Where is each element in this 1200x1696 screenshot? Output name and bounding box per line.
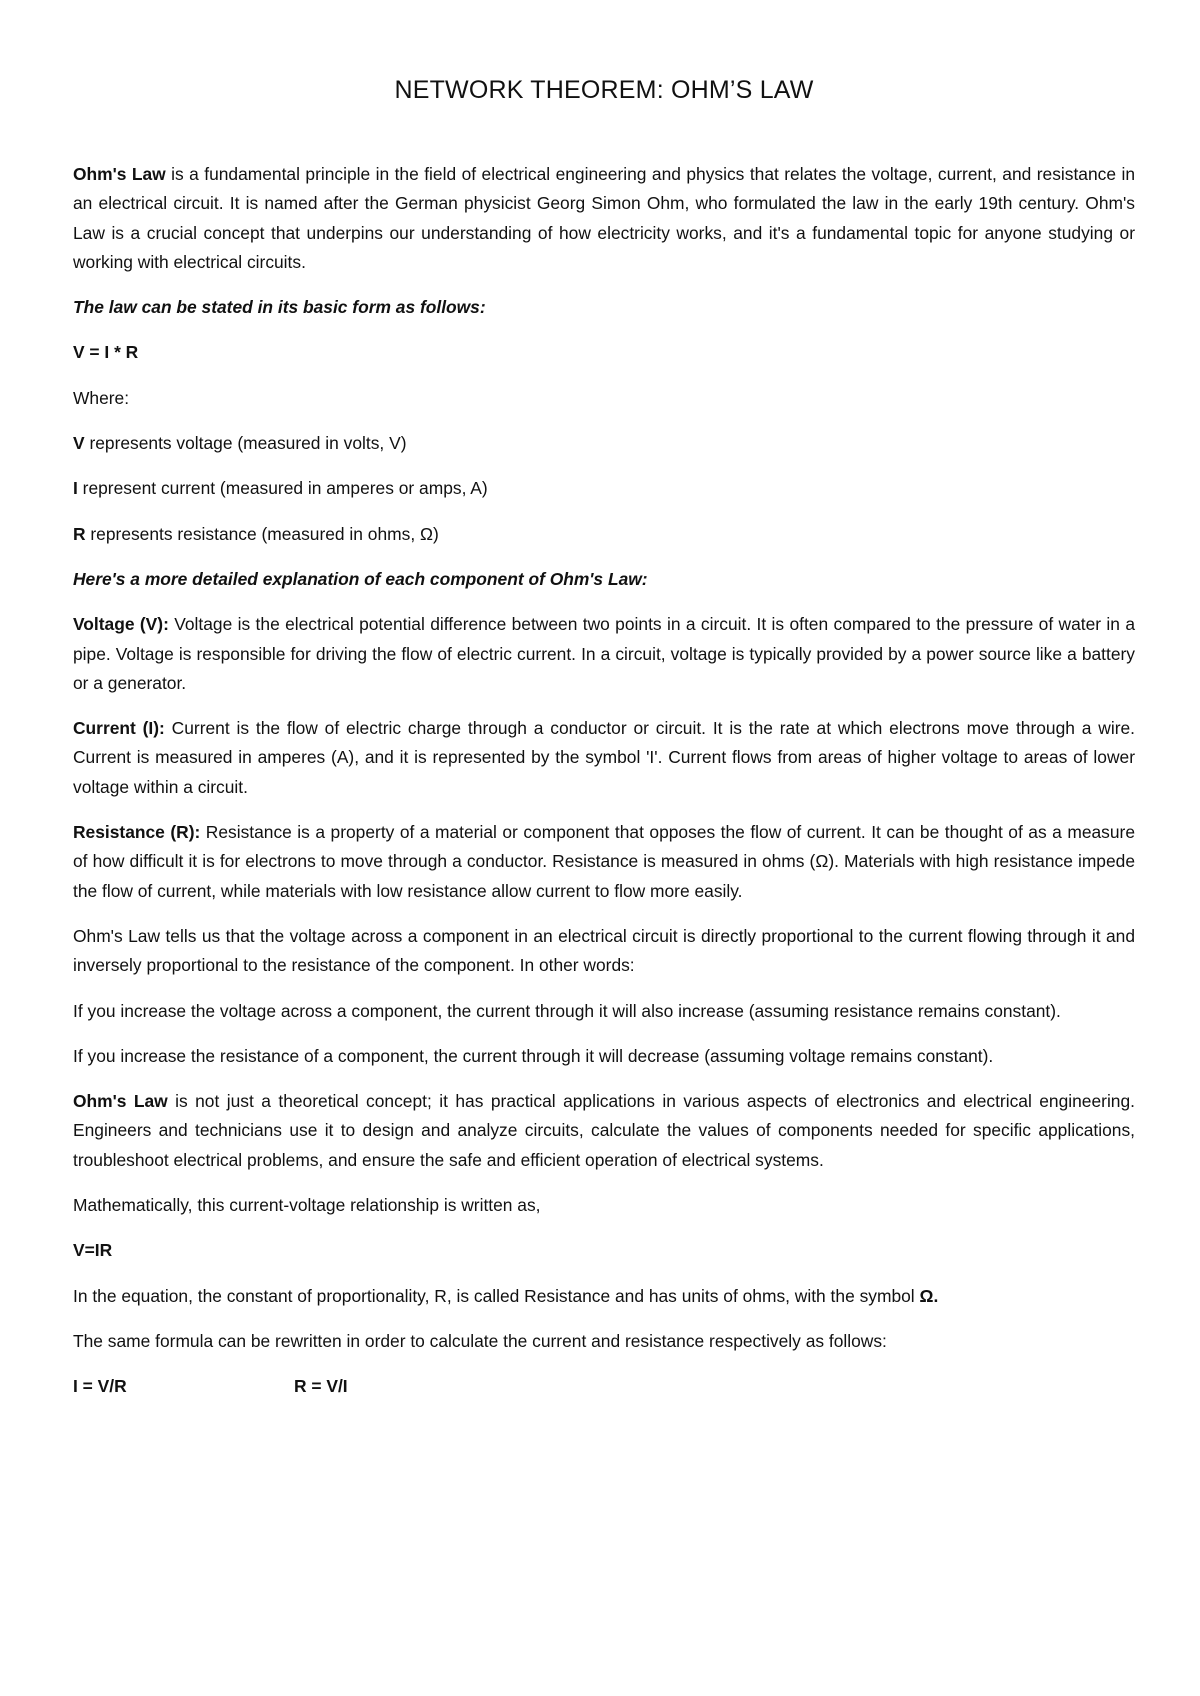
page-title: NETWORK THEOREM: OHM’S LAW bbox=[394, 76, 814, 104]
detail-heading: Here's a more detailed explanation of each component of Ohm's Law: bbox=[73, 568, 648, 589]
applications-paragraph bbox=[73, 1087, 1135, 1175]
formula-vir-text: V=IR bbox=[73, 1240, 113, 1261]
definition-symbol: R bbox=[73, 523, 86, 544]
component-voltage bbox=[73, 610, 1135, 698]
formula-vir bbox=[73, 1236, 1135, 1265]
ohm-symbol: Ω. bbox=[919, 1285, 939, 1306]
component-term: Voltage (V): bbox=[73, 614, 169, 635]
document-body bbox=[73, 160, 1135, 1402]
definition-text: represents voltage (measured in volts, V) bbox=[84, 433, 407, 454]
basic-form-heading: The law can be stated in its basic form as follows: bbox=[73, 297, 486, 318]
definition-text: represent current (measured in amperes or amps, A) bbox=[77, 478, 488, 499]
intro-lead-term: Ohm's Law bbox=[73, 164, 166, 184]
math-intro: Mathematically, this current-voltage relationship is written as, bbox=[73, 1195, 541, 1216]
definition-voltage bbox=[73, 429, 1135, 458]
component-current bbox=[73, 714, 1135, 802]
rearranged-formulas bbox=[73, 1372, 1135, 1401]
component-text: Voltage is the electrical potential difference between two points in a circuit. It is often compared to the pressure of water in a pipe. Voltage is responsible for driving the flow of electric current. In a circuit, voltage is typically provided by a power source like a battery or a generator. bbox=[73, 614, 1136, 693]
formula-basic-text: V = I * R bbox=[73, 342, 139, 363]
component-term: Resistance (R): bbox=[73, 822, 201, 843]
intro-paragraph bbox=[73, 160, 1135, 277]
component-resistance bbox=[73, 818, 1135, 906]
definition-resistance bbox=[73, 520, 1135, 549]
component-term: Current (I): bbox=[73, 718, 165, 739]
definition-text: represents resistance (measured in ohms, Ω) bbox=[85, 523, 439, 544]
applications-lead-term: Ohm's Law bbox=[73, 1091, 168, 1112]
applications-text: is not just a theoretical concept; it has practical applications in various aspects of electronics and electrical engineering. Engineers and technicians use it to design and analyze circuits, calculate the values of components needed for specific applications, troubleshoot electrical problems, and ensure the safe and efficient operation of electrical systems. bbox=[73, 1091, 1135, 1170]
increase-resistance-paragraph: If you increase the resistance of a component, the current through it will decrease (assuming voltage remains constant). bbox=[73, 1045, 994, 1066]
component-text: Resistance is a property of a material or component that opposes the flow of current. It can be thought of as a measure of how difficult it is for electrons to move through a conductor. Resistance is measured in ohms (Ω). Materials with high resistance impede the flow of current, while materials with low resistance allow current to flow more easily. bbox=[73, 822, 1135, 901]
formula-current: I = V/R bbox=[73, 1376, 127, 1397]
definition-current bbox=[73, 474, 1135, 503]
formula-basic bbox=[73, 338, 1135, 367]
definition-symbol: I bbox=[73, 478, 78, 499]
formula-resistance: R = V/I bbox=[294, 1376, 348, 1397]
definition-symbol: V bbox=[73, 433, 85, 454]
where-label: Where: bbox=[73, 387, 130, 408]
constant-text: In the equation, the constant of proportionality, R, is called Resistance and has units of ohms, with the symbol bbox=[73, 1285, 920, 1306]
component-text: Current is the flow of electric charge through a conductor or circuit. It is the rate at which electrons move through a wire. Current is measured in amperes (A), and it is represented by the symbol 'I'. Current flows from areas of higher voltage to areas of lower voltage within a circuit. bbox=[73, 718, 1135, 797]
increase-voltage-paragraph: If you increase the voltage across a component, the current through it will also increase (assuming resistance remains constant). bbox=[73, 1000, 1061, 1021]
intro-text: is a fundamental principle in the field of electrical engineering and physics that relates the voltage, current, and resistance in an electrical circuit. It is named after the German physicist Georg Simon Ohm, who formulated the law in the early 19th century. Ohm's Law is a crucial concept that underpins our understanding of how electricity works, and it's a fundamental topic for anyone studying or working with electrical circuits. bbox=[73, 164, 1135, 272]
proportional-paragraph: Ohm's Law tells us that the voltage across a component in an electrical circuit is directly proportional to the current flowing through it and inversely proportional to the resistance of the component. In other words: bbox=[73, 925, 1135, 976]
constant-paragraph bbox=[73, 1282, 1135, 1311]
rewrite-paragraph: The same formula can be rewritten in order to calculate the current and resistance respectively as follows: bbox=[73, 1330, 887, 1351]
